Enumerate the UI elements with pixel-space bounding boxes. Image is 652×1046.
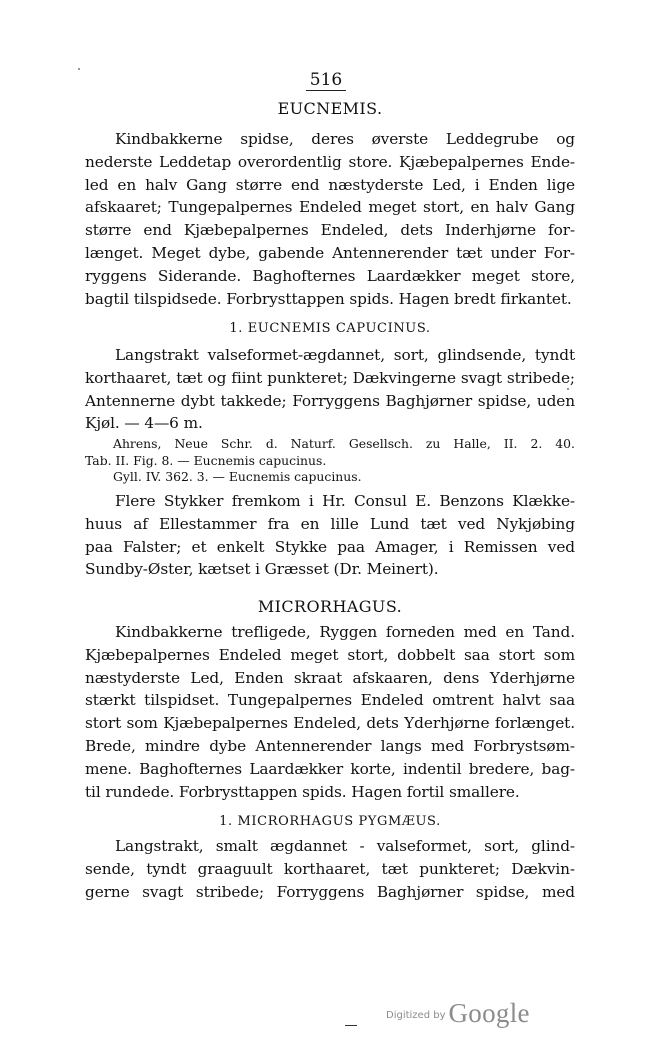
digitized-watermark <box>386 998 530 1029</box>
text-line: større end Kjæbepalpernes Endeled, dets Inderhjørne for- <box>85 221 575 240</box>
text-line: mene. Baghofternes Laardækker korte, indentil bredere, bag- <box>85 759 575 778</box>
species-description <box>85 835 575 903</box>
text-line: Langstrakt valseformet-ægdannet, sort, glindsende, tyndt <box>115 346 575 364</box>
text-line: afskaaret; Tungepalpernes Endeled meget stort, en halv Gang <box>85 198 575 217</box>
footer-mark <box>345 1025 357 1026</box>
text-line: Kjøl. — 4—6 m. <box>85 414 203 433</box>
text-line: Kindbakkerne trefligede, Ryggen forneden med en Tand. <box>115 623 575 641</box>
species-eucnemis-capucinus <box>85 320 575 338</box>
watermark-prefix: Digitized by <box>386 1010 446 1021</box>
print-speck <box>567 388 569 390</box>
text-line: længet. Meget dybe, gabende Antennerender tæt under For- <box>85 243 575 262</box>
species-title: 1. MICRORHAGUS PYGMÆUS. <box>219 814 441 829</box>
species-microrhagus-pygmaeus <box>85 813 575 831</box>
genus-description <box>85 621 575 803</box>
text-line: sende, tyndt graaguult korthaaret, tæt punkteret; Dækvin- <box>85 859 575 878</box>
text-line: til rundede. Forbrysttappen spids. Hagen fortil smallere. <box>85 782 520 801</box>
text-line: stort som Kjæbepalpernes Endeled, dets Yderhjørne forlænget. <box>85 714 575 733</box>
text-line: Flere Stykker fremkom i Hr. Consul E. Benzons Klække- <box>115 492 575 510</box>
reference-line: Ahrens, Neue Schr. d. Naturf. Gesellsch. zu Halle, II. 2. 40. <box>113 436 575 451</box>
page-number: 516 <box>0 70 652 91</box>
species-description <box>85 344 575 435</box>
text-line: paa Falster; et enkelt Stykke paa Amager, i Remissen ved <box>85 537 575 556</box>
text-line: ryggens Siderande. Baghofternes Laardækker meget store, <box>85 266 575 285</box>
text-line: nederste Leddetap overordentlig store. Kjæbepalpernes Ende- <box>85 152 575 171</box>
text-line: stærkt tilspidset. Tungepalpernes Endeled omtrent halvt saa <box>85 691 575 710</box>
reference-line: Gyll. IV. 362. 3. — Eucnemis capucinus. <box>113 469 362 484</box>
genus-title: MICRORHAGUS. <box>257 597 403 616</box>
text-line: korthaaret, tæt og fiint punkteret; Dækvingerne svagt stribede; <box>85 368 575 387</box>
genus-description <box>85 128 575 310</box>
text-line: Kjæbepalpernes Endeled meget stort, dobbelt saa stort som <box>85 645 575 664</box>
species-title: 1. EUCNEMIS CAPUCINUS. <box>229 321 431 336</box>
reference-line: Tab. II. Fig. 8. — Eucnemis capucinus. <box>85 452 327 468</box>
genus-eucnemis-section <box>85 99 575 119</box>
text-line: Sundby-Øster, kætset i Græsset (Dr. Meinert). <box>85 560 439 579</box>
text-line: Kindbakkerne spidse, deres øverste Leddegrube og <box>115 130 575 148</box>
print-speck <box>78 68 80 70</box>
genus-title: EUCNEMIS. <box>277 99 383 118</box>
text-line: Antennerne dybt takkede; Forryggens Baghjørner spidse, uden <box>85 391 575 410</box>
text-line: Brede, mindre dybe Antennerender langs med Forbrystsøm- <box>85 736 575 755</box>
google-logo: Google <box>448 998 530 1028</box>
species-occurrence <box>85 490 575 581</box>
text-line: næstyderste Led, Enden skraat afskaaren, dens Yderhjørne <box>85 668 575 687</box>
text-line: huus af Ellestammer fra en lille Lund tæt ved Nykjøbing <box>85 514 575 533</box>
species-references <box>85 436 575 486</box>
text-line: Langstrakt, smalt ægdannet - valseformet, sort, glind- <box>115 837 575 855</box>
text-line: bagtil tilspidsede. Forbrysttappen spids. Hagen bredt firkantet. <box>85 289 572 308</box>
text-line: led en halv Gang større end næstyderste Led, i Enden lige <box>85 175 575 194</box>
text-line: gerne svagt stribede; Forryggens Baghjørner spidse, med <box>85 882 575 901</box>
genus-microrhagus-section <box>85 597 575 617</box>
